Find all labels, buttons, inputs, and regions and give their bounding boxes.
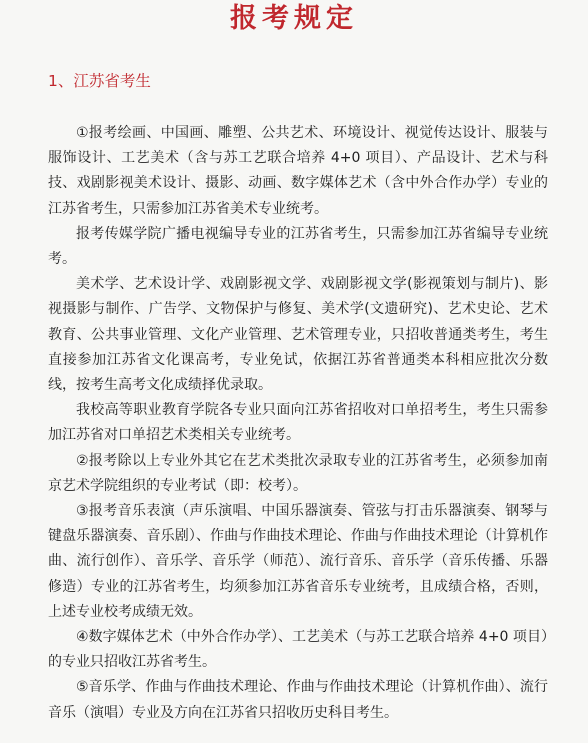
document-title: 报考规定 [230, 3, 358, 34]
paragraph-art-exam: ①报考绘画、中国画、雕塑、公共艺术、环境设计、视觉传达设计、服装与服饰设计、工艺美术（含与苏工艺联合培养 4+0 项目）、产品设计、艺术与科技、戏剧影视美术设计、摄影、动画、数字媒体艺术（含中外合作办学）专业的江苏省考生，只需参加江苏省美术专业统考。 [48, 125, 548, 217]
paragraph-history-subject: ⑤音乐学、作曲与作曲技术理论、作曲与作曲技术理论（计算机作曲）、流行音乐（演唱）专业及方向在江苏省只招收历史科目考生。 [48, 679, 548, 721]
paragraph-media-directing: 报考传媒学院广播电视编导专业的江苏省考生，只需参加江苏省编导专业统考。 [48, 225, 548, 268]
paragraph-school-exam: ②报考除以上专业外其它在艺术类批次录取专业的江苏省考生，必须参加南京艺术学院组织的专业考试（即：校考）。 [48, 452, 548, 494]
section-heading: 1、江苏省考生 [48, 72, 151, 90]
paragraph-general-admission: 美术学、艺术设计学、戏剧影视文学、戏剧影视文学(影视策划与制片)、影视摄影与制作、广告学、文物保护与修复、美术学(文遗研究)、艺术史论、艺术教育、公共事业管理、文化产业管理、艺术管理专业，只招收普通类考生，考生直接参加江苏省文化课高考，专业免试，依据江苏省普通类本科相应批次分数线，按考生高考文化成绩择优录取。 [48, 276, 548, 394]
paragraph-jiangsu-only: ④数字媒体艺术（中外合作办学）、工艺美术（与苏工艺联合培养 4+0 项目）的专业只招收江苏省考生。 [48, 629, 548, 671]
document-body [48, 121, 548, 726]
paragraph-music-exam: ③报考音乐表演（声乐演唱、中国乐器演奏、管弦与打击乐器演奏、钢琴与键盘乐器演奏、音乐剧）、作曲与作曲技术理论、作曲与作曲技术理论（计算机作曲、流行创作）、音乐学、音乐学（师范）、流行音乐、音乐学（音乐传播、乐器修造）专业的江苏省考生，均须参加江苏省音乐专业统考，且成绩合格，否则，上述专业校考成绩无效。 [48, 503, 548, 620]
paragraph-vocational: 我校高等职业教育学院各专业只面向江苏省招收对口单招考生，考生只需参加江苏省对口单招艺术类相关专业统考。 [48, 402, 548, 444]
